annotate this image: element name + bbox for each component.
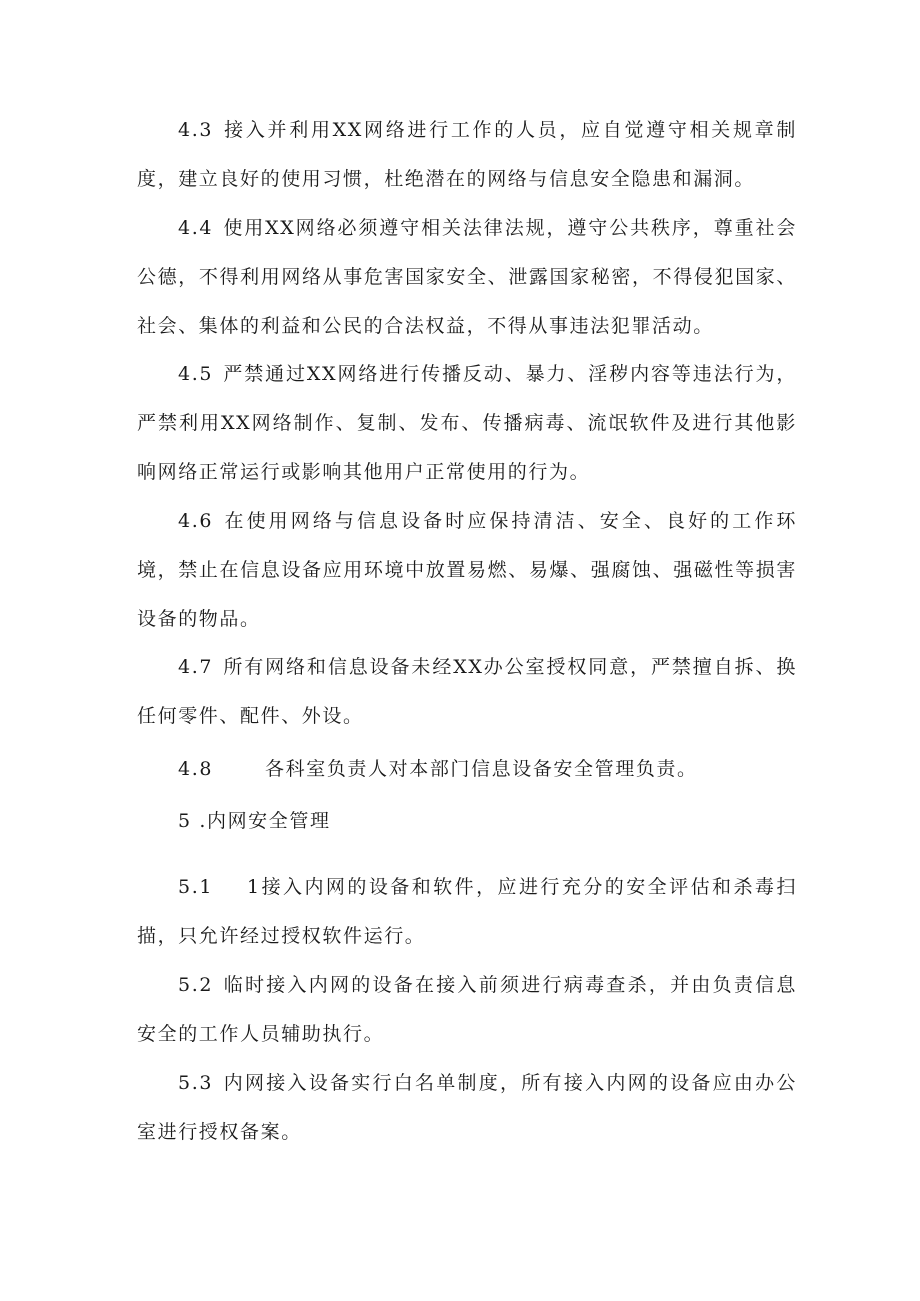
paragraph-4-7 [137, 643, 797, 741]
clause-text: 严禁通过XX网络进行传播反动、暴力、淫秽内容等违法行为，严禁利用XX网络制作、复制、发布、传播病毒、流氓软件及进行其他影响网络正常运行或影响其他用户正常使用的行为。 [137, 363, 797, 483]
clause-number: 4.3 [178, 119, 214, 141]
paragraph-5-1 [137, 863, 797, 961]
clause-text: 1接入内网的设备和软件，应进行充分的安全评估和杀毒扫描，只允许经过授权软件运行。 [137, 876, 797, 947]
section-heading-5 [178, 797, 331, 846]
paragraph-4-3 [137, 106, 797, 204]
clause-text: 内网接入设备实行白名单制度，所有接入内网的设备应由办公室进行授权备案。 [137, 1072, 797, 1143]
clause-text: 接入并利用XX网络进行工作的人员，应自觉遵守相关规章制度，建立良好的使用习惯，杜绝潜在的网络与信息安全隐患和漏洞。 [137, 119, 797, 190]
section-number: 5 [178, 810, 192, 832]
clause-number: 4.7 [178, 656, 214, 678]
paragraph-5-2 [137, 961, 797, 1059]
clause-number: 4.4 [178, 217, 214, 239]
clause-number: 5.1 [178, 876, 214, 898]
section-title: .内网安全管理 [199, 810, 331, 832]
paragraph-4-6 [137, 497, 797, 644]
clause-text: 各科室负责人对本部门信息设备安全管理负责。 [265, 758, 698, 780]
clause-number: 4.6 [178, 510, 214, 532]
clause-number: 5.2 [178, 974, 214, 996]
clause-text: 使用XX网络必须遵守相关法律法规，遵守公共秩序，尊重社会公德，不得利用网络从事危害国家安全、泄露国家秘密，不得侵犯国家、社会、集体的利益和公民的合法权益，不得从事违法犯罪活动。 [137, 217, 797, 337]
clause-text: 临时接入内网的设备在接入前须进行病毒查杀，并由负责信息安全的工作人员辅助执行。 [137, 974, 797, 1045]
clause-text: 所有网络和信息设备未经XX办公室授权同意，严禁擅自拆、换任何零件、配件、外设。 [137, 656, 797, 727]
clause-number: 5.3 [178, 1072, 214, 1094]
clause-number: 4.8 [178, 758, 214, 780]
clause-text: 在使用网络与信息设备时应保持清洁、安全、良好的工作环境，禁止在信息设备应用环境中放置易燃、易爆、强腐蚀、强磁性等损害设备的物品。 [137, 510, 797, 630]
paragraph-5-3 [137, 1059, 797, 1157]
clause-number: 4.5 [178, 363, 214, 385]
paragraph-4-4 [137, 204, 797, 351]
paragraph-4-8 [178, 745, 698, 794]
paragraph-4-5 [137, 350, 797, 497]
